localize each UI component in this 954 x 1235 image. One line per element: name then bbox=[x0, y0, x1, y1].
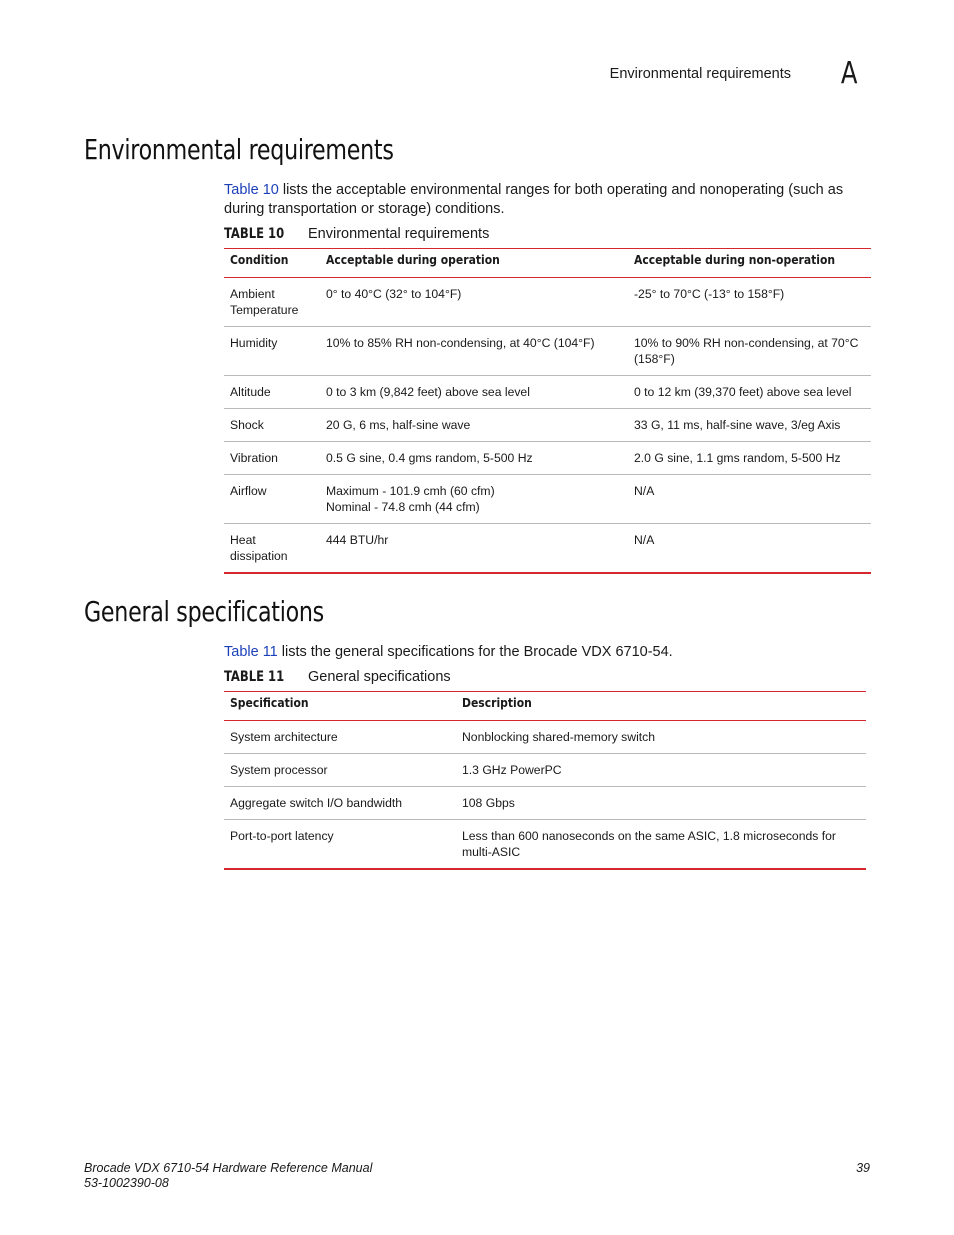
table-cell: System architecture bbox=[224, 721, 456, 754]
column-header: Acceptable during non-operation bbox=[634, 253, 836, 267]
table-cell: Humidity bbox=[224, 327, 320, 376]
table-cell: 0 to 3 km (9,842 feet) above sea level bbox=[320, 376, 628, 409]
table-row bbox=[224, 409, 871, 442]
section-heading-environmental: Environmental requirements bbox=[84, 133, 394, 166]
table-header-row bbox=[224, 692, 866, 721]
table-11-caption-label: TABLE 11 bbox=[224, 669, 285, 685]
table-cell: -25° to 70°C (-13° to 158°F) bbox=[628, 278, 871, 327]
column-header: Acceptable during operation bbox=[326, 253, 500, 267]
table-cell: 10% to 90% RH non-condensing, at 70°C (158°F) bbox=[628, 327, 871, 376]
table-11-caption bbox=[224, 669, 451, 685]
column-header: Specification bbox=[230, 696, 309, 710]
table-cell: System processor bbox=[224, 754, 456, 787]
table-cell: 10% to 85% RH non-condensing, at 40°C (104°F) bbox=[320, 327, 628, 376]
table-cell: 2.0 G sine, 1.1 gms random, 5-500 Hz bbox=[628, 442, 871, 475]
table-cell: 33 G, 11 ms, half-sine wave, 3/eg Axis bbox=[628, 409, 871, 442]
table-cell: Shock bbox=[224, 409, 320, 442]
table-cell: 444 BTU/hr bbox=[320, 524, 628, 574]
table-row bbox=[224, 442, 871, 475]
running-header bbox=[560, 56, 860, 94]
table-cell: Port-to-port latency bbox=[224, 820, 456, 870]
table-cell: 1.3 GHz PowerPC bbox=[456, 754, 866, 787]
general-intro-text: lists the general specifications for the Brocade VDX 6710-54. bbox=[277, 644, 673, 660]
page-number: 39 bbox=[856, 1161, 870, 1175]
table-cell: Vibration bbox=[224, 442, 320, 475]
section-heading-general: General specifications bbox=[84, 595, 324, 628]
table-row bbox=[224, 820, 866, 870]
table-header-row bbox=[224, 249, 871, 278]
column-header: Description bbox=[462, 696, 532, 710]
table-cell: 0.5 G sine, 0.4 gms random, 5-500 Hz bbox=[320, 442, 628, 475]
environmental-requirements-table bbox=[224, 248, 871, 574]
table-cell: N/A bbox=[628, 524, 871, 574]
table-row bbox=[224, 376, 871, 409]
table-cell: 20 G, 6 ms, half-sine wave bbox=[320, 409, 628, 442]
table-row bbox=[224, 721, 866, 754]
table-cell: 0° to 40°C (32° to 104°F) bbox=[320, 278, 628, 327]
table-10-caption-title: Environmental requirements bbox=[308, 226, 490, 242]
table-cell: Maximum - 101.9 cmh (60 cfm) Nominal - 74.8 cmh (44 cfm) bbox=[320, 475, 628, 524]
column-header: Condition bbox=[230, 253, 289, 267]
table-10-link[interactable]: Table 10 bbox=[224, 182, 279, 198]
table-11-link[interactable]: Table 11 bbox=[224, 644, 278, 660]
appendix-letter: A bbox=[840, 56, 857, 91]
table-row bbox=[224, 524, 871, 574]
table-row bbox=[224, 787, 866, 820]
environmental-intro-text: lists the acceptable environmental ranges for both operating and nonoperating (such as during transportation or storage) conditions. bbox=[224, 182, 844, 217]
table-row bbox=[224, 754, 866, 787]
table-cell: Less than 600 nanoseconds on the same ASIC, 1.8 microseconds for multi-ASIC bbox=[456, 820, 866, 870]
table-cell: N/A bbox=[628, 475, 871, 524]
page-footer bbox=[84, 1161, 870, 1191]
table-cell: Nonblocking shared-memory switch bbox=[456, 721, 866, 754]
table-cell: Airflow bbox=[224, 475, 320, 524]
table-cell: Heat dissipation bbox=[224, 524, 320, 574]
table-row bbox=[224, 327, 871, 376]
table-cell: 0 to 12 km (39,370 feet) above sea level bbox=[628, 376, 871, 409]
table-10-caption-label: TABLE 10 bbox=[224, 226, 285, 242]
table-10-caption bbox=[224, 226, 489, 242]
table-cell: Ambient Temperature bbox=[224, 278, 320, 327]
general-intro bbox=[224, 643, 869, 662]
footer-manual-title: Brocade VDX 6710-54 Hardware Reference Manual bbox=[84, 1161, 373, 1175]
table-cell: 108 Gbps bbox=[456, 787, 866, 820]
environmental-intro bbox=[224, 181, 869, 219]
table-row bbox=[224, 278, 871, 327]
footer-doc-number: 53-1002390-08 bbox=[84, 1176, 169, 1190]
table-cell: Aggregate switch I/O bandwidth bbox=[224, 787, 456, 820]
table-row bbox=[224, 475, 871, 524]
general-specifications-table bbox=[224, 691, 866, 870]
running-header-title: Environmental requirements bbox=[609, 66, 791, 82]
table-11-caption-title: General specifications bbox=[308, 669, 451, 685]
table-cell: Altitude bbox=[224, 376, 320, 409]
